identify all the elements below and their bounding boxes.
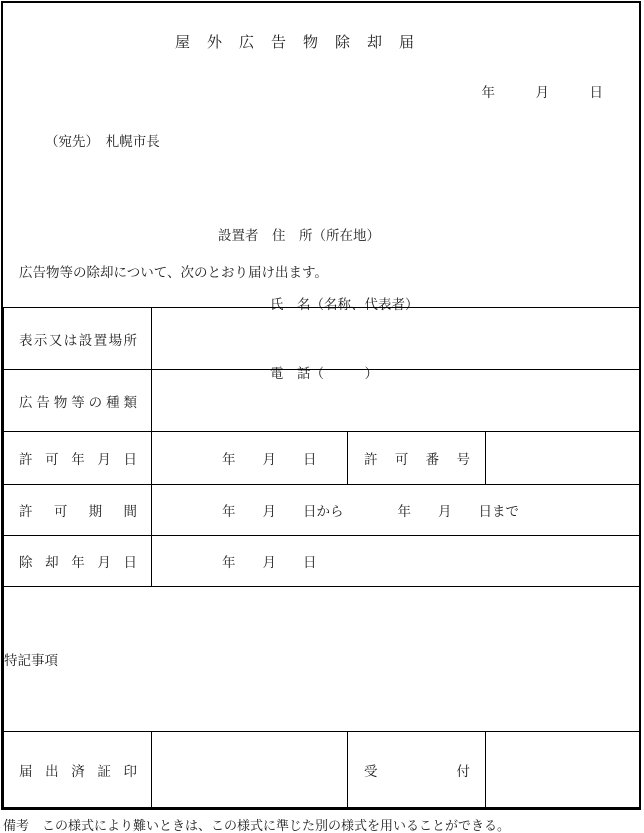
- application-table: [3, 307, 640, 808]
- reception-label-cell: [348, 732, 486, 808]
- special-notes-cell: [4, 587, 640, 732]
- reception-area-cell: [486, 732, 640, 808]
- installer-address-line: 設置者 住 所（所在地）: [218, 228, 380, 243]
- permit-number-label-cell: [348, 432, 486, 485]
- permit-date-label-cell: [4, 432, 152, 485]
- row-special-notes: [4, 587, 640, 732]
- display-location-value-cell: [152, 308, 640, 370]
- remarks-note: 備考 この様式により難いときは、この様式に準じた別の様式を用いることができる。: [3, 818, 511, 833]
- display-location-label-cell: [4, 308, 152, 370]
- permit-number-value-cell: [486, 432, 640, 485]
- permit-date-value: 年 月 日: [222, 452, 317, 467]
- installer-name-line: 氏 名（名称、代表者）: [270, 297, 419, 312]
- removal-date-label: 除却年月日: [19, 555, 137, 570]
- special-notes-label: 特記事項: [4, 653, 58, 668]
- row-permit-date: [4, 432, 640, 485]
- intro-sentence: 広告物等の除却について、次のとおり届け出ます。: [19, 265, 328, 280]
- permit-period-label: 許可期間: [19, 504, 137, 519]
- row-permit-period: [4, 485, 640, 536]
- submission-date-line: 年 月 日: [481, 85, 603, 100]
- form-title: 屋外広告物除却届: [175, 35, 432, 51]
- permit-period-value-cell: [152, 485, 640, 536]
- row-kind: [4, 370, 640, 432]
- row-display-location: [4, 308, 640, 370]
- removal-date-value: 年 月 日: [222, 555, 317, 570]
- stamp-label-cell: [4, 732, 152, 808]
- permit-number-label: 許可番号: [364, 452, 470, 467]
- installer-phone-line: 電 話（ ）: [270, 366, 378, 381]
- kind-value-cell: [152, 370, 640, 432]
- stamp-label: 届出済証印: [19, 763, 137, 779]
- stamp-area-cell: [152, 732, 348, 808]
- permit-date-label: 許可年月日: [19, 452, 137, 467]
- permit-period-value: 年 月 日から 年 月 日まで: [222, 504, 519, 519]
- kind-label-cell: [4, 370, 152, 432]
- form-sheet: [1, 1, 641, 810]
- kind-label: 広告物等の種類: [19, 394, 137, 410]
- permit-period-label-cell: [4, 485, 152, 536]
- row-removal-date: [4, 536, 640, 587]
- addressee-line: （宛先） 札幌市長: [45, 134, 160, 149]
- permit-date-value-cell: [152, 432, 348, 485]
- display-location-label: 表示又は設置場所: [19, 332, 137, 348]
- reception-label: 受付: [364, 763, 470, 779]
- row-stamp-reception: [4, 732, 640, 808]
- removal-date-label-cell: [4, 536, 152, 587]
- removal-date-value-cell: [152, 536, 640, 587]
